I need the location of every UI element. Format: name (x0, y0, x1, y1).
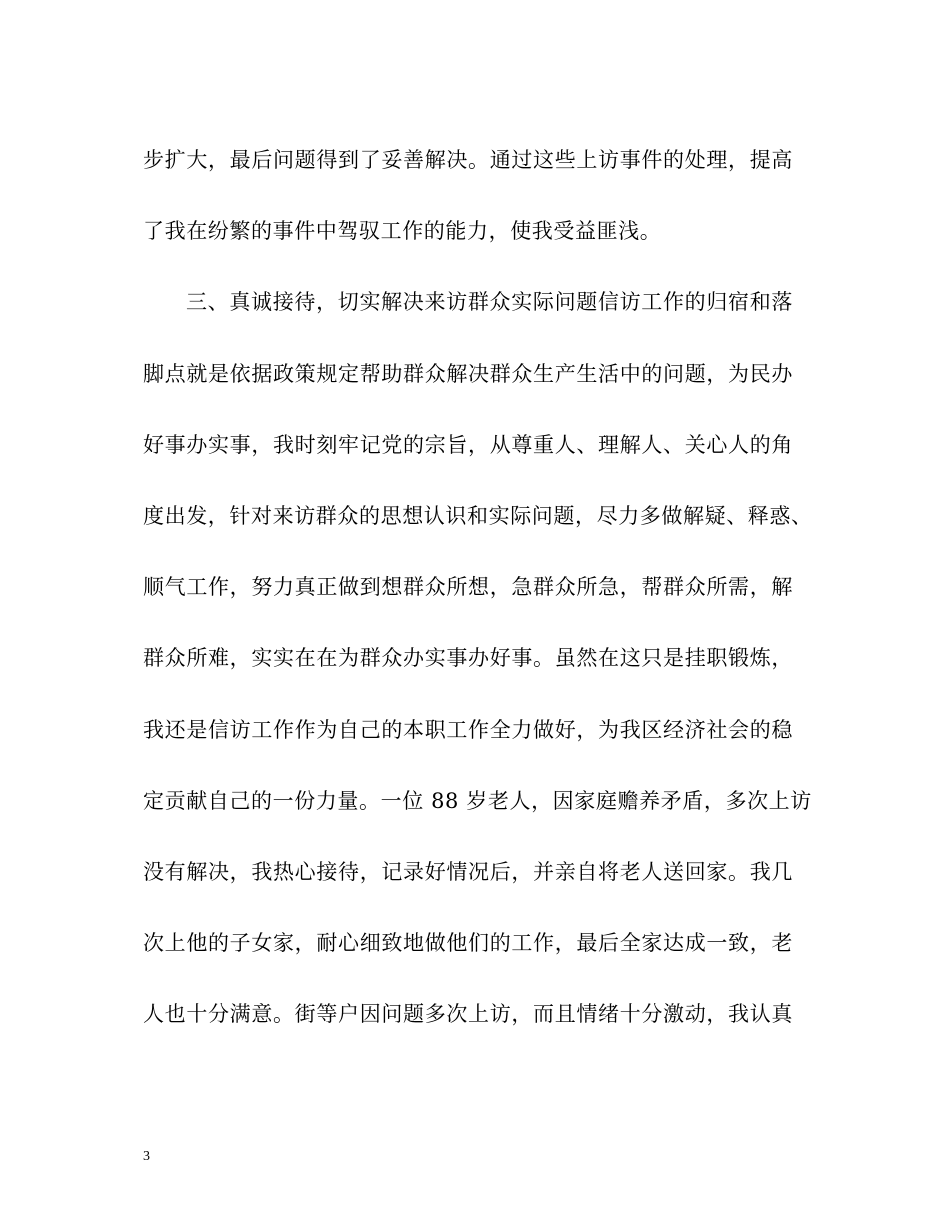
text-line: 度出发，针对来访群众的思想认识和实际问题，尽力多做解疑、释惑、 (143, 503, 813, 528)
body-text (143, 140, 815, 1065)
page-number: 3 (143, 1149, 150, 1164)
text-line: 好事办实事，我时刻牢记党的宗旨，从尊重人、理解人、关心人的角 (143, 432, 793, 457)
text-line: 我还是信访工作作为自己的本职工作全力做好，为我区经济社会的稳 (143, 717, 793, 742)
text-line: 没有解决，我热心接待，记录好情况后，并亲自将老人送回家。我几 (143, 859, 793, 884)
text-line: 定贡献自己的一份力量。一位 88 岁老人，因家庭赡养矛盾，多次上访 (143, 788, 812, 813)
text-line: 脚点就是依据政策规定帮助群众解决群众生产生活中的问题，为民办 (143, 361, 793, 386)
text-line: 步扩大，最后问题得到了妥善解决。通过这些上访事件的处理，提高 (143, 148, 793, 172)
text-line: 次上他的子女家，耐心细致地做他们的工作，最后全家达成一致，老 (143, 931, 793, 956)
text-line: 人也十分满意。街等户因问题多次上访，而且情绪十分激动，我认真 (143, 1002, 793, 1027)
text-line: 了我在纷繁的事件中驾驭工作的能力，使我受益匪浅。 (143, 219, 662, 244)
text-line: 顺气工作，努力真正做到想群众所想，急群众所急，帮群众所需，解 (143, 575, 793, 600)
text-line: 群众所难，实实在在为群众办实事办好事。虽然在这只是挂职锻炼， (143, 646, 793, 671)
text-line: 三、真诚接待，切实解决来访群众实际问题信访工作的归宿和落 (186, 290, 793, 315)
